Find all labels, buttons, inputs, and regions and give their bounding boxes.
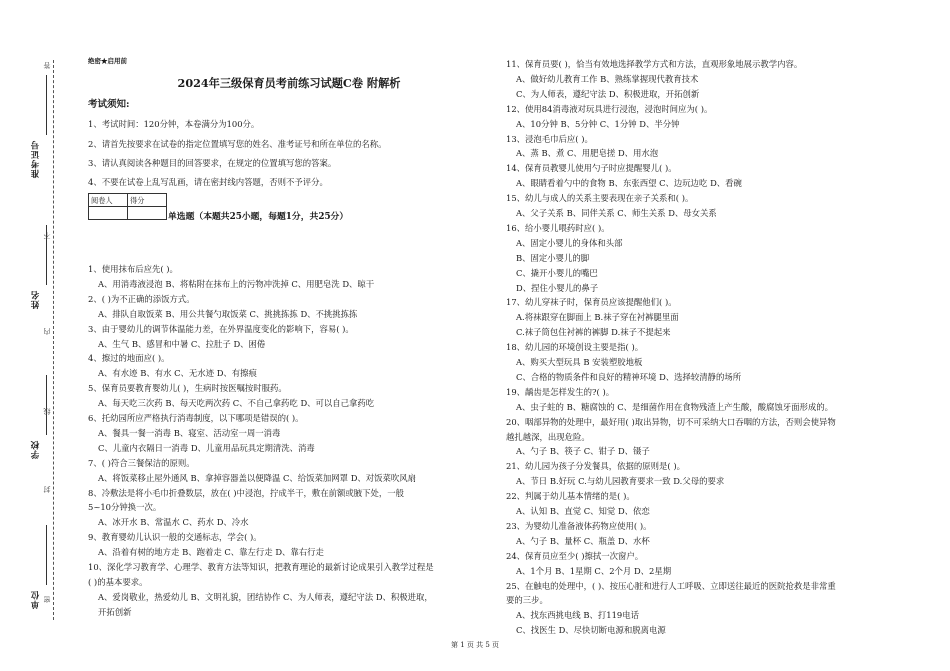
notice-item: 1、考试时间：120分钟，本卷满分为100分。 — [88, 119, 260, 129]
question-text: 5、保育员要教育婴幼儿( )，生病时按医嘱按时服药。 — [88, 383, 287, 394]
answer-option[interactable]: B、固定小婴儿的脚 — [516, 252, 590, 263]
seal-mark: 不 — [43, 232, 51, 239]
answer-option[interactable]: C、合格的物质条件和良好的精神环境 D、选择较清静的场所 — [516, 371, 742, 382]
seal-mark: 内 — [43, 328, 51, 335]
school-field[interactable] — [46, 375, 47, 435]
section-title: 单选题（本题共25小题，每题1分，共25分） — [168, 212, 349, 222]
answer-option[interactable]: A、冰开水 B、常温水 C、药水 D、冷水 — [98, 517, 249, 528]
answer-option[interactable]: A、认知 B、直觉 C、知觉 D、依恋 — [516, 506, 650, 516]
answer-option[interactable]: A、爱岗敬业，热爱幼儿 B、文明礼貌，团结协作 C、为人师表，遵纪守法 D、积极进取， — [98, 591, 433, 602]
seal-mark: 封 — [43, 486, 51, 493]
question-text: 11、保育员要( )，恰当有效地选择教学方式和方法，直观形象地展示教学内容。 — [506, 59, 803, 69]
score-box — [88, 193, 167, 220]
question-text: 12、使用84消毒液对玩具进行浸泡，浸泡时间应为( )。 — [506, 103, 713, 114]
notice-item: 2、请首先按要求在试卷的指定位置填写您的姓名、准考证号和所在单位的名称。 — [88, 139, 387, 149]
question-text: 20、咽部异物的处理中，最好用( )取出异物，切不可采纳大口吞咽的方法，否则会使异物 — [506, 416, 836, 427]
answer-option[interactable]: A、有水迹 B、有水 C、无水迹 D、有擦痕 — [98, 368, 257, 379]
question-text: 19、龋齿是怎样发生的?( )。 — [506, 386, 615, 397]
question-text: 18、幼儿园的环境创设主要是指( )。 — [506, 342, 644, 353]
label-exam-number: 准考证号 — [31, 140, 41, 178]
answer-option[interactable]: A、生气 B、感冒和中暑 C、拉肚子 D、困倦 — [98, 338, 266, 349]
answer-option[interactable]: C.袜子筒包住衬裤的裤脚 D.袜子不提起来 — [516, 327, 671, 338]
question-text: 16、给小婴儿喂药时应( )。 — [506, 222, 610, 233]
exam-number-field[interactable] — [46, 75, 47, 135]
question-text: 21、幼儿园为孩子分发餐具，依据的原则是( )。 — [506, 461, 685, 472]
binding-strip — [0, 0, 72, 671]
secret-mark: 绝密★启用前 — [88, 57, 127, 65]
question-text: 24、保育员应至少( )擦拭一次窗户。 — [506, 550, 644, 561]
question-text: 4、擦过的地面应( )。 — [88, 353, 170, 364]
answer-option[interactable]: A、眼睛看着勺中的食物 B、东张西望 C、边玩边吃 D、看碗 — [516, 178, 742, 189]
answer-option[interactable]: A、虫子蛀的 B、糖腐蚀的 C、是细菌作用在食物残渣上产生酸，酸腐蚀牙面形成的。 — [516, 401, 834, 412]
answer-option[interactable]: A、节日 B.好玩 C.与幼儿园教育要求一致 D.父母的要求 — [516, 476, 725, 487]
answer-option[interactable]: A、勺子 B、量杯 C、瓶盖 D、水杯 — [516, 535, 650, 546]
answer-option[interactable]: A、找东西挑电线 B、打119电话 — [516, 610, 639, 621]
answer-option[interactable]: A、购买大型玩具 B 安装塑胶地板 — [516, 357, 643, 367]
question-text: 22、判属于幼儿基本情绪的是( )。 — [506, 491, 635, 502]
score-cell[interactable] — [128, 207, 167, 220]
question-text: 14、保育员教婴儿使用勺子时应提醒婴儿( )。 — [506, 163, 677, 174]
question-text: 5~10分钟换一次。 — [88, 502, 162, 513]
score-label: 得分 — [128, 194, 167, 207]
answer-option[interactable]: A、做好幼儿教育工作 B、熟练掌握现代教育技术 — [516, 73, 699, 84]
seal-mark: 线 — [43, 408, 51, 415]
label-school: 学校 — [31, 440, 41, 459]
unit-field[interactable] — [46, 525, 47, 585]
answer-option[interactable]: 开拓创新 — [98, 606, 132, 617]
answer-option[interactable]: A、10分钟 B、5分钟 C、1分钟 D、半分钟 — [516, 118, 680, 129]
grader-cell[interactable] — [89, 207, 128, 220]
notice-item: 3、请认真阅读各种题目的回答要求，在规定的位置填写您的答案。 — [88, 158, 337, 168]
question-text: 13、浸泡毛巾后应( )。 — [506, 133, 593, 144]
answer-option[interactable]: C、为人师表，遵纪守法 D、积极进取，开拓创新 — [516, 88, 700, 99]
question-text: 17、幼儿穿袜子时，保育员应该提醒他们( )。 — [506, 297, 677, 308]
answer-option[interactable]: A、1个月 B、1星期 C、2个月 D、2星期 — [516, 565, 672, 576]
answer-option[interactable]: A、父子关系 B、同伴关系 C、师生关系 D、母女关系 — [516, 208, 717, 218]
page-footer: 第 1 页 共 5 页 — [450, 641, 500, 649]
seal-line — [53, 60, 54, 620]
answer-option[interactable]: A、排队自取饭菜 B、用公共餐勺取饭菜 C、挑挑拣拣 D、不挑挑拣拣 — [98, 308, 358, 319]
notice-heading: 考试须知: — [88, 99, 130, 110]
question-text: 3、由于婴幼儿的调节体温能力差，在外界温度变化的影响下，容易( )。 — [88, 323, 354, 334]
answer-option[interactable]: A、每天吃三次药 B、每天吃两次药 C、不自己拿药吃 D、可以自己拿药吃 — [98, 398, 375, 409]
answer-option[interactable]: C、儿童内衣隔日一消毒 D、儿童用品玩具定期清洗、消毒 — [98, 442, 315, 453]
label-name: 姓名 — [31, 290, 41, 309]
answer-option[interactable]: A、将饭菜移止屋外通风 B、拿掉容器盖以便降温 C、给饭菜加网罩 D、对饭菜吹风扇 — [98, 472, 417, 483]
answer-option[interactable]: A、沿着有树的地方走 B、跑着走 C、靠左行走 D、靠右行走 — [98, 547, 324, 558]
question-text: 25、在触电的处理中，( )、按压心脏和进行人工呼吸、立即送往最近的医院抢救是非常重 — [506, 580, 836, 591]
question-text: 15、幼儿与成人的关系主要表现在亲子关系和( )。 — [506, 193, 694, 204]
answer-option[interactable]: A.将袜跟穿在脚面上 B.袜子穿在衬裤腿里面 — [516, 312, 679, 323]
answer-option[interactable]: C、找医生 D、尽快切断电源和脱离电源 — [516, 625, 666, 636]
question-text: 1、使用抹布后应先( )。 — [88, 264, 178, 274]
question-text: 10、深化学习教育学、心理学、教育方法等知识，把教育理论的最新讨论成果引入教学过程是 — [88, 562, 434, 572]
question-text: 9、教育婴幼儿认识一般的交通标志，学会( )。 — [88, 532, 262, 543]
answer-option[interactable]: A、用消毒液浸泡 B、将粘附在抹布上的污物冲洗掉 C、用肥皂洗 D、晾干 — [98, 278, 375, 289]
seal-mark: 答 — [43, 62, 51, 69]
label-unit: 单位 — [31, 590, 41, 609]
answer-option[interactable]: A、蒸 B、煮 C、用肥皂搓 D、用水泡 — [516, 148, 659, 159]
answer-option[interactable]: A、餐具一餐一消毒 B、寝室、活动室一周一消毒 — [98, 427, 281, 438]
answer-option[interactable]: A、勺子 B、筷子 C、钳子 D、镊子 — [516, 446, 650, 457]
page-title: 2024年三级保育员考前练习试题C卷 附解析 — [177, 76, 401, 90]
question-text: ( )的基本要求。 — [88, 576, 148, 587]
answer-option[interactable]: A、固定小婴儿的身体和头部 — [516, 237, 623, 248]
question-text: 7、( )符合三餐保洁的原则。 — [88, 457, 195, 468]
question-text: 23、为婴幼儿准备液体药物应使用( )。 — [506, 520, 652, 531]
question-text: 2、( )为不正确的添饭方式。 — [88, 293, 195, 304]
answer-option[interactable]: C、撬开小婴儿的嘴巴 — [516, 267, 598, 278]
grader-label: 阅卷人 — [89, 194, 128, 207]
answer-option[interactable]: D、捏住小婴儿的鼻子 — [516, 282, 599, 293]
notice-item: 4、不要在试卷上乱写乱画，请在密封线内答题，否则不予评分。 — [88, 177, 328, 187]
question-text: 要的三步。 — [506, 595, 548, 606]
question-text: 8、冷敷法是将小毛巾折叠数层，放在( )中浸泡，拧成半干，敷在前额或腋下处，一般 — [88, 487, 405, 498]
seal-mark: 密 — [43, 596, 51, 603]
question-text: 越扎越深，出现危险。 — [506, 431, 590, 442]
question-text: 6、托幼园所应严格执行消毒制度，以下哪项是错误的( )。 — [88, 413, 304, 423]
